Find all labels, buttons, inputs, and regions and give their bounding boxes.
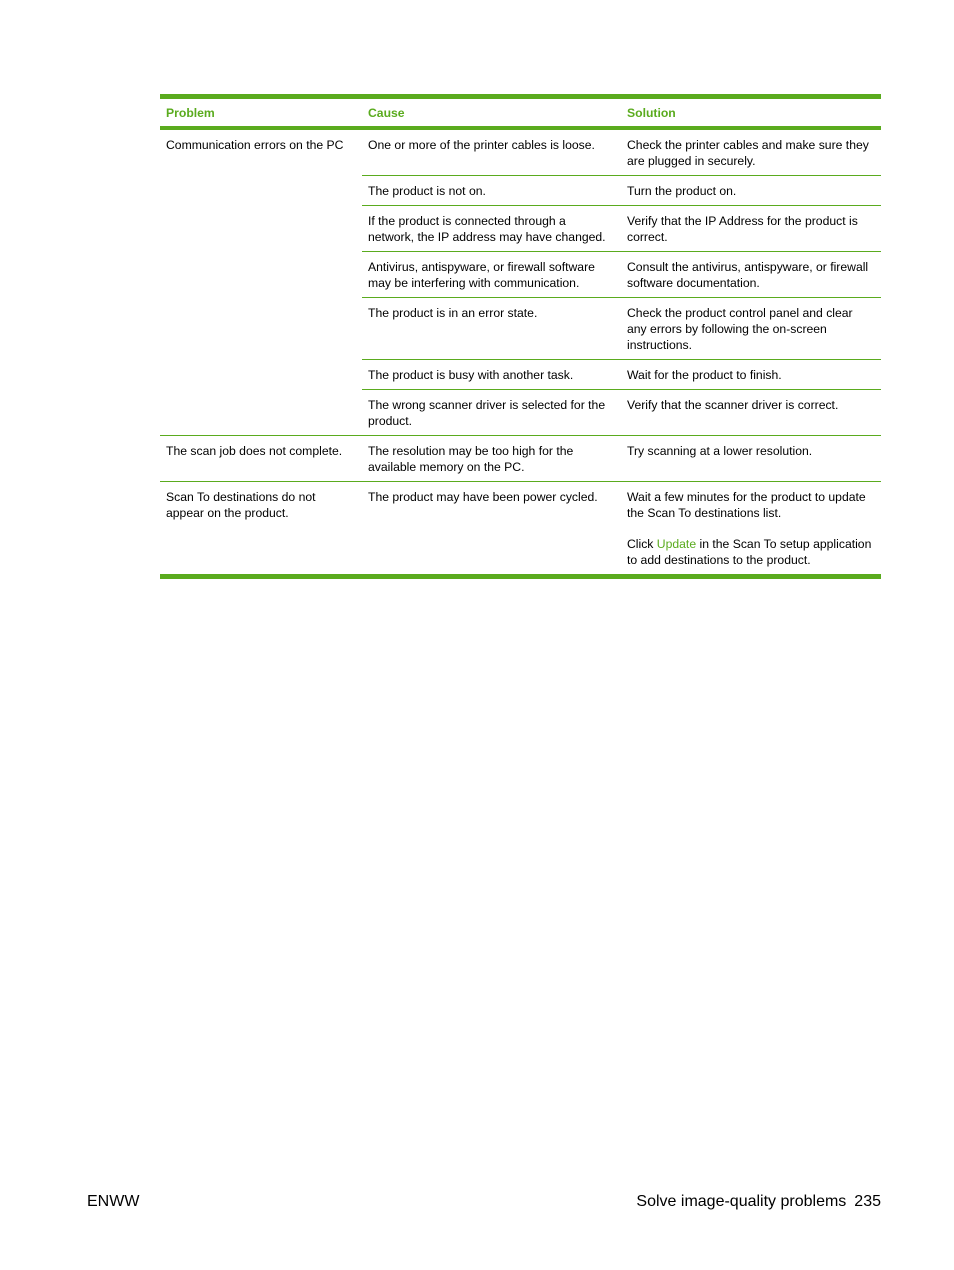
header-solution: Solution	[627, 106, 676, 120]
solution-cell: Turn the product on.	[621, 176, 881, 206]
solution-paragraph	[627, 536, 875, 568]
footer-section-title: Solve image-quality problems	[636, 1193, 847, 1210]
solution-cell: Verify that the scanner driver is correct.	[621, 390, 881, 436]
cause-cell: The product is in an error state.	[362, 298, 621, 360]
solution-cell: Wait for the product to finish.	[621, 360, 881, 390]
cause-cell: One or more of the printer cables is loose.	[368, 138, 595, 152]
solution-text: Click	[627, 537, 657, 551]
problem-cell: The scan job does not complete.	[160, 436, 362, 482]
problem-cell: Communication errors on the PC	[166, 138, 344, 152]
page-number: 235	[854, 1193, 881, 1210]
cause-cell: Antivirus, antispyware, or firewall software may be interfering with communication.	[362, 252, 621, 298]
solution-paragraph: Wait a few minutes for the product to update the Scan To destinations list.	[627, 490, 866, 520]
cause-cell: The product is not on.	[362, 176, 621, 206]
solution-cell: Check the printer cables and make sure they are plugged in securely.	[627, 138, 869, 168]
cause-cell: If the product is connected through a network, the IP address may have changed.	[362, 206, 621, 252]
table-row	[160, 436, 881, 482]
cause-cell: The wrong scanner driver is selected for the product.	[362, 390, 621, 436]
table-row	[160, 128, 881, 176]
update-link[interactable]: Update	[656, 537, 697, 551]
footer-right	[636, 1193, 881, 1211]
header-cause: Cause	[368, 106, 405, 120]
cause-cell: The product may have been power cycled.	[362, 482, 621, 577]
solution-cell: Check the product control panel and clear any errors by following the on-screen instructions.	[621, 298, 881, 360]
header-problem: Problem	[166, 106, 215, 120]
solution-cell	[621, 482, 881, 577]
cause-cell: The product is busy with another task.	[362, 360, 621, 390]
table-header-row	[160, 97, 881, 129]
solution-cell: Verify that the IP Address for the product is correct.	[621, 206, 881, 252]
solution-cell: Consult the antivirus, antispyware, or firewall software documentation.	[621, 252, 881, 298]
solution-cell: Try scanning at a lower resolution.	[621, 436, 881, 482]
footer-left-label: ENWW	[87, 1193, 140, 1210]
table-row	[160, 482, 881, 577]
solution-text: in the Scan To setup application to add destinations to the product.	[627, 537, 872, 567]
problem-cell: Scan To destinations do not appear on the product.	[160, 482, 362, 577]
cause-cell: The resolution may be too high for the available memory on the PC.	[362, 436, 621, 482]
troubleshooting-table	[160, 94, 881, 579]
